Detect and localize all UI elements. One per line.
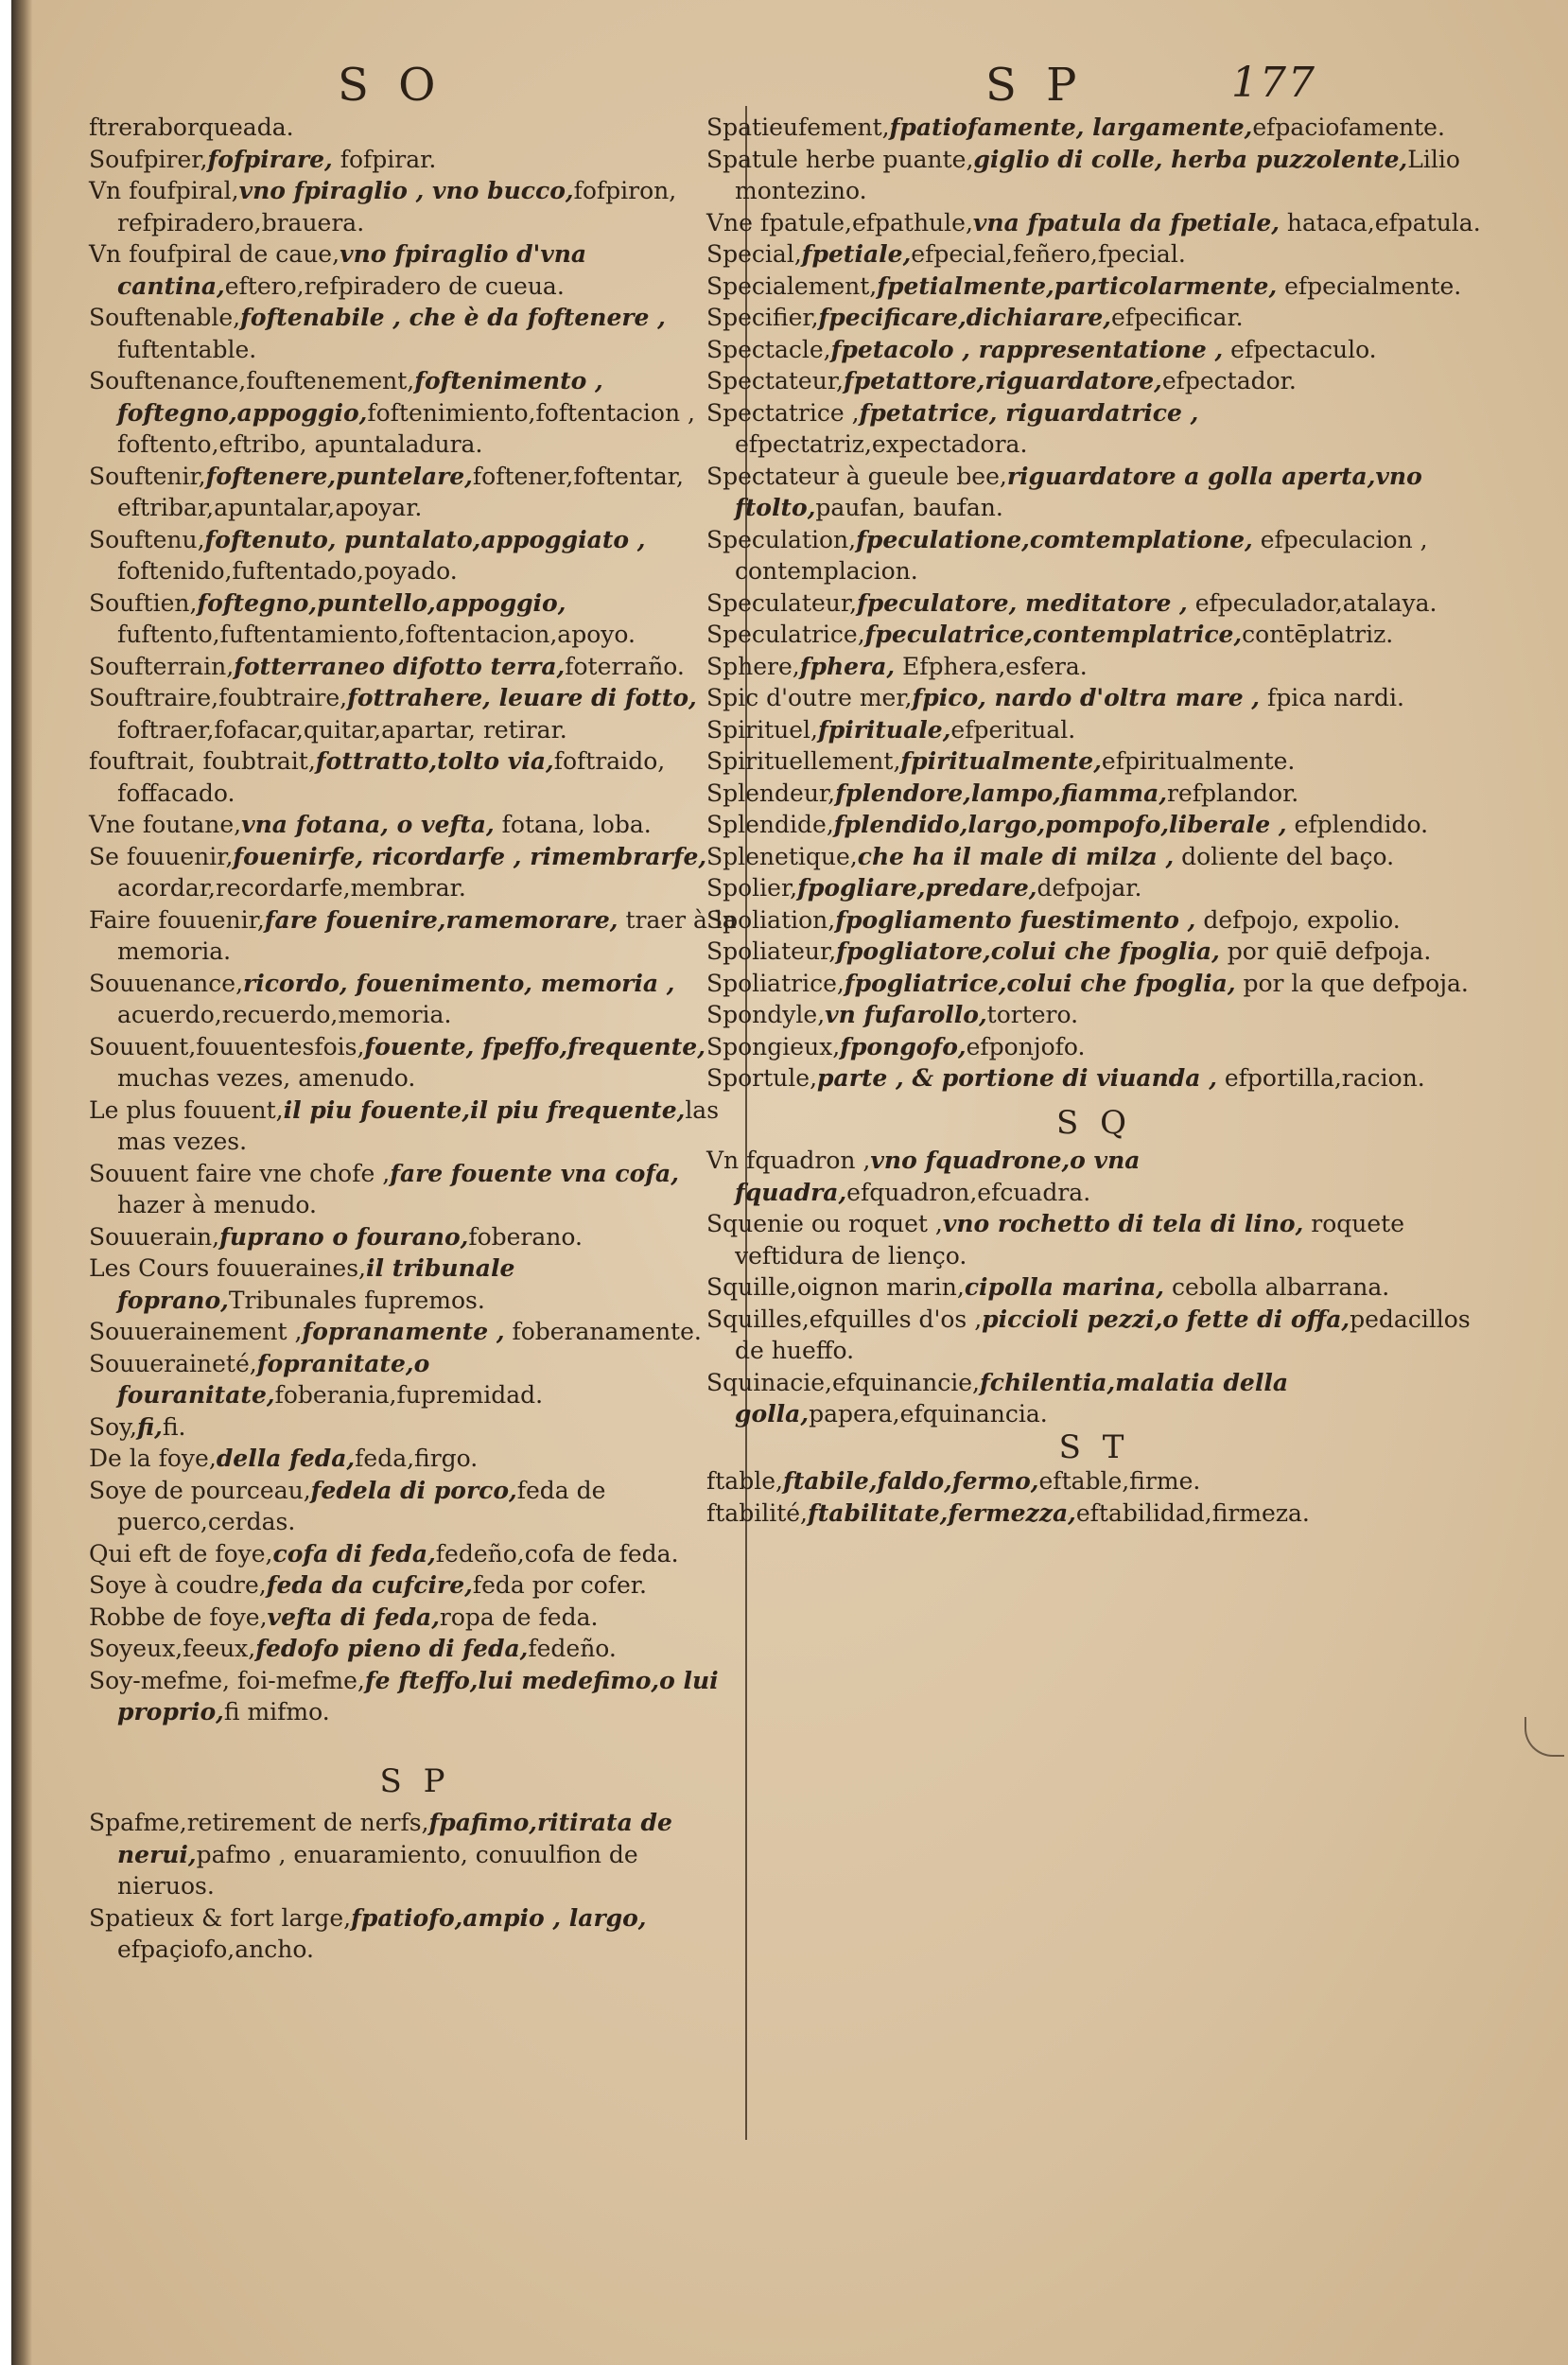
entry-italian: vno rochetto di tela di lino, [942, 1210, 1304, 1237]
entry-headword: Spectateur à gueule bee, [706, 462, 1007, 490]
right-entries [706, 112, 1482, 1095]
entry-headword: Soy, [89, 1412, 137, 1441]
entry-spanish: pafmo , enuaramiento, conuulfion de nieruos. [117, 1840, 638, 1900]
dictionary-entry [706, 587, 1482, 620]
entry-headword: Spafme,retirement de nerfs, [89, 1809, 429, 1836]
entry-headword: Qui eft de foye, [89, 1539, 273, 1568]
entry-headword: De la foye, [89, 1445, 217, 1472]
entry-headword: Splendeur, [706, 779, 836, 807]
entry-spanish: fotana, loba. [494, 811, 652, 838]
entry-spanish: paufan, baufan. [815, 494, 1003, 521]
dictionary-entry [89, 1807, 741, 1902]
dictionary-entry [706, 365, 1482, 397]
entry-headword: Le plus fouuent, [89, 1095, 284, 1124]
dictionary-entry [706, 1062, 1482, 1095]
entry-headword: Spatieufement, [706, 114, 890, 141]
entry-italian: fpeculatrice,contemplatrice, [864, 621, 1243, 648]
dictionary-entry [706, 999, 1482, 1031]
entry-spanish: efperitual. [950, 715, 1076, 744]
dictionary-entry [89, 682, 741, 745]
entry-italian: della feda, [216, 1445, 356, 1472]
dictionary-entry [706, 1145, 1482, 1208]
entry-headword: Spectatrice , [706, 398, 860, 427]
entry-spanish: hataca,efpatula. [1279, 208, 1481, 236]
entry-headword: Speculateur, [706, 588, 858, 617]
entry-italian: foftegno,puntello,appoggio, [197, 588, 566, 617]
entry-italian: fofpirare, [207, 145, 333, 173]
entry-spanish: efpaçiofo,ancho. [117, 1936, 314, 1963]
entry-italian: fare fouenire,ramemorare, [264, 905, 618, 934]
entry-italian: fchilentia,malatia della golla, [735, 1368, 1289, 1428]
dictionary-entry [706, 745, 1482, 778]
entry-spanish: fuftentable. [117, 335, 257, 363]
entry-spanish: eftero,refpiradero de cueua. [224, 272, 565, 300]
entry-headword: Souftenable, [89, 304, 241, 331]
entry-headword: Souuenance, [89, 969, 244, 997]
entry-headword: Soufterrain, [89, 652, 235, 680]
entry-spanish: defpojar. [1037, 874, 1142, 902]
entry-italian: il piu fouente,il piu frequente, [283, 1095, 686, 1124]
entry-spanish: foberanamente. [504, 1318, 702, 1345]
dictionary-entry [89, 809, 741, 841]
dictionary-entry [706, 1367, 1482, 1430]
entry-italian: parte , & portione di viuanda , [817, 1064, 1217, 1092]
entry-headword: Spic d'outre mer, [706, 684, 913, 711]
right-entries-sq [706, 1145, 1482, 1430]
entry-italian: cofa di feda, [272, 1539, 436, 1568]
entry-italian: vna fpatula da fpetiale, [972, 208, 1280, 236]
entry-headword: ftreraborqueada. [89, 114, 294, 141]
dictionary-entry [706, 1031, 1482, 1063]
entry-italian: fpogliatrice,colui che fpoglia, [844, 969, 1236, 997]
dictionary-entry [89, 841, 741, 904]
entry-italian: fedela di porco, [310, 1476, 517, 1504]
dictionary-entry [706, 809, 1482, 841]
entry-italian: vn fufarollo, [825, 1001, 987, 1028]
dictionary-entry [706, 1465, 1482, 1498]
entry-italian: ricordo, fouenimento, memoria , [243, 969, 675, 997]
left-column [89, 112, 741, 1966]
page-number: 177 [1231, 59, 1316, 107]
entry-spanish: Tribunales fupremos. [228, 1286, 485, 1314]
entry-headword: Sphere, [706, 652, 800, 680]
dictionary-entry [89, 1443, 741, 1475]
entry-spanish: acordar,recordarfe,membrar. [117, 874, 466, 902]
dictionary-entry [89, 1475, 741, 1538]
dictionary-entry [89, 1602, 741, 1634]
entry-headword: Squilles,efquilles d'os , [706, 1305, 983, 1333]
entry-spanish: pedacillos de hueffo. [735, 1305, 1471, 1364]
entry-italian: cipolla marina, [964, 1273, 1164, 1301]
running-head-left: S O [338, 59, 444, 112]
entry-italian: fottrahere, leuare di fotto, [347, 684, 697, 711]
book-page [11, 0, 1568, 2365]
entry-spanish: las mas vezes. [117, 1095, 720, 1155]
entry-spanish: feda de puerco,cerdas. [117, 1476, 606, 1535]
dictionary-entry [89, 112, 741, 144]
entry-spanish: foftener,foftentar, eftribar,apuntalar,apoyar. [117, 462, 684, 521]
entry-spanish: fofpiron, refpiradero,brauera. [117, 177, 677, 236]
entry-headword: Soye de pourceau, [89, 1476, 311, 1504]
entry-headword: Souuerainement , [89, 1318, 303, 1345]
dictionary-entry [89, 745, 741, 809]
entry-headword: Vn foufpiral, [89, 177, 239, 204]
entry-spanish: efpiritualmente. [1101, 747, 1296, 775]
entry-headword: ftable, [706, 1467, 783, 1495]
entry-headword: Souftien, [89, 588, 198, 617]
entry-italian: vno fpiraglio d'vna cantina, [117, 240, 587, 300]
entry-italian: fpogliare,predare, [797, 874, 1037, 902]
running-head-right: S P [985, 59, 1085, 112]
dictionary-entry [706, 112, 1482, 144]
dictionary-entry [706, 207, 1482, 239]
dictionary-entry [89, 1095, 741, 1158]
entry-headword: Squille,oignon marin, [706, 1273, 965, 1301]
entry-spanish: papera,efquinancia. [809, 1400, 1048, 1428]
entry-italian: vna fotana, o vefta, [241, 811, 495, 838]
dictionary-entry [89, 1253, 741, 1316]
entry-italian: fpeculatore, meditatore , [857, 588, 1188, 617]
dictionary-entry [89, 238, 741, 302]
entry-spanish: fofpirar. [332, 145, 437, 173]
entry-italian: fouente, fpeffo,frequente, [364, 1032, 706, 1060]
entry-spanish: fi. [162, 1412, 186, 1441]
entry-headword: Soufpirer, [89, 145, 208, 173]
entry-italian: fpetacolo , rappresentatione , [830, 335, 1224, 363]
entry-headword: Souueraineté, [89, 1349, 257, 1377]
entry-italian: fpatiofo,ampio , largo, [351, 1903, 647, 1932]
dictionary-entry [89, 1538, 741, 1570]
entry-italian: fpirituale, [817, 715, 951, 744]
entry-headword: Vn fquadron , [706, 1147, 871, 1174]
entry-italian: che ha il male di milza , [857, 842, 1175, 870]
dictionary-entry [89, 524, 741, 587]
entry-headword: Squinacie,efquinancie, [706, 1368, 980, 1396]
entry-spanish: fpica nardi. [1260, 684, 1404, 711]
entry-italian: fe fteffo,lui medefimo,o lui proprio, [117, 1666, 719, 1726]
entry-italian: foftenuto, puntalato,appoggiato , [204, 525, 646, 553]
entry-italian: ftabilitate,fermezza, [807, 1498, 1076, 1527]
entry-italian: fpetatrice, riguardatrice , [859, 398, 1199, 427]
entry-italian: fpogliamento fuestimento , [835, 905, 1196, 934]
entry-italian: fpetiale, [801, 240, 912, 268]
entry-headword: Spatule herbe puante, [706, 145, 974, 173]
entry-spanish: fi mifmo. [223, 1698, 330, 1726]
entry-headword: Squenie ou roquet , [706, 1210, 943, 1237]
entry-headword: Spectateur, [706, 367, 844, 394]
dictionary-entry [706, 778, 1482, 810]
entry-headword: Vne fpatule,efpathule, [706, 208, 973, 236]
entry-italian: fpeculatione,comtemplatione, [856, 525, 1253, 553]
entry-spanish: feda,firgo. [355, 1445, 479, 1472]
dictionary-entry [89, 144, 741, 176]
dictionary-entry [89, 968, 741, 1031]
dictionary-entry [706, 936, 1482, 968]
entry-spanish: foftenido,fuftentado,poyado. [117, 557, 458, 585]
entry-headword: Spoliateur, [706, 937, 837, 965]
entry-italian: fpongofo, [840, 1032, 967, 1060]
entry-spanish: efpecialmente. [1277, 272, 1462, 300]
entry-spanish: foftraido, foffacado. [117, 747, 666, 807]
entry-headword: Robbe de foye, [89, 1603, 268, 1631]
entry-spanish: muchas vezes, amenudo. [117, 1064, 416, 1092]
entry-headword: Splenetique, [706, 842, 858, 870]
dictionary-entry [706, 714, 1482, 746]
dictionary-entry [89, 365, 741, 461]
entry-italian: riguardatore a golla aperta,vno ftolto, [735, 462, 1422, 521]
entry-headword: Speculatrice, [706, 621, 865, 648]
entry-italian: piccioli pezzi,o fette di offa, [982, 1305, 1350, 1333]
entry-italian: fplendore,lampo,fiamma, [835, 779, 1168, 807]
entry-headword: Splendide, [706, 811, 834, 838]
dictionary-entry [706, 1271, 1482, 1304]
entry-spanish: fedeño. [528, 1635, 617, 1662]
entry-italian: fpecificare,dichiarare, [818, 304, 1112, 331]
entry-italian: fplendido,largo,pompofo,liberale , [833, 811, 1287, 838]
entry-italian: fphera, [799, 652, 896, 680]
entry-headword: Souftraire,foubtraire, [89, 684, 348, 711]
entry-spanish: efpeculador,atalaya. [1187, 588, 1437, 617]
entry-headword: Spirituellement, [706, 747, 901, 775]
dictionary-entry [706, 904, 1482, 937]
entry-headword: Vn foufpiral de caue, [89, 240, 340, 268]
section-heading-sp: S P [379, 1761, 451, 1800]
entry-spanish: fuftento,fuftentamiento,foftentacion,apoyo. [117, 621, 636, 648]
entry-italian: fpico, nardo d'oltra mare , [912, 684, 1261, 711]
entry-headword: Spoliatrice, [706, 969, 845, 997]
dictionary-entry [706, 682, 1482, 714]
entry-italian: vno fquadrone,o vna fquadra, [735, 1147, 1141, 1206]
entry-headword: Soye à coudre, [89, 1571, 267, 1599]
entry-italian: foftenere,puntelare, [205, 462, 473, 490]
dictionary-entry [89, 1316, 741, 1348]
dictionary-entry [706, 397, 1482, 461]
entry-spanish: ropa de feda. [439, 1603, 599, 1631]
entry-italian: fouenirfe, ricordarfe , rimembrarfe, [233, 842, 707, 870]
dictionary-entry [706, 1304, 1482, 1367]
entry-headword: Spolier, [706, 874, 798, 902]
entry-italian: feda da cufcire, [266, 1571, 473, 1599]
entry-headword: Soyeux,feeux, [89, 1635, 256, 1662]
entry-spanish: traer à la memoria. [117, 905, 737, 965]
dictionary-entry [89, 461, 741, 524]
entry-italian: foftenabile , che è da foftenere , [240, 304, 666, 331]
entry-spanish: efportilla,racion. [1216, 1064, 1425, 1092]
entry-headword: Specifier, [706, 304, 819, 331]
entry-italian: fopranitate,o fouranitate, [117, 1349, 430, 1409]
dictionary-entry [89, 302, 741, 365]
dictionary-entry [89, 1633, 741, 1665]
entry-headword: Souuerain, [89, 1222, 220, 1251]
dictionary-entry [706, 1208, 1482, 1271]
entry-headword: Soy-mefme, foi-mefme, [89, 1666, 365, 1694]
entry-italian: fpetialmente,particolarmente, [877, 272, 1278, 300]
left-entries [89, 112, 741, 1728]
dictionary-entry [89, 1569, 741, 1602]
entry-headword: ftabilité, [706, 1498, 808, 1527]
entry-spanish: hazer à menudo. [117, 1191, 317, 1218]
entry-headword: Special, [706, 240, 802, 268]
entry-spanish: efpecificar. [1111, 304, 1244, 331]
entry-italian: vefta di feda, [267, 1603, 440, 1631]
dictionary-entry [89, 651, 741, 683]
entry-italian: fpogliatore,colui che fpoglia, [836, 937, 1220, 965]
entry-headword: Spatieux & fort large, [89, 1903, 352, 1932]
entry-headword: Souuent,fouuentesfois, [89, 1032, 365, 1060]
dictionary-entry [89, 1221, 741, 1253]
entry-spanish: fedeño,cofa de feda. [435, 1539, 679, 1568]
entry-spanish: efplendido. [1286, 811, 1429, 838]
entry-italian: fedofo pieno di feda, [255, 1635, 529, 1662]
dictionary-entry [706, 651, 1482, 683]
dictionary-entry [706, 334, 1482, 366]
entry-italian: fare fouente vna cofa, [390, 1159, 679, 1187]
dictionary-entry [706, 144, 1482, 207]
entry-headword: Sportule, [706, 1064, 818, 1092]
dictionary-entry [706, 968, 1482, 1000]
dictionary-entry [89, 587, 741, 651]
entry-spanish: foftraer,fofacar,quitar,apartar, retirar. [117, 715, 567, 744]
dictionary-entry [706, 841, 1482, 873]
dictionary-entry [706, 302, 1482, 334]
entry-spanish: eftabilidad,firmeza. [1075, 1498, 1310, 1527]
entry-spanish: doliente del baço. [1174, 842, 1395, 870]
entry-spanish: defpojo, expolio. [1195, 905, 1401, 934]
entry-spanish: efpecial,feñero,fpecial. [911, 240, 1186, 268]
entry-italian: fi, [136, 1412, 163, 1441]
right-column [706, 112, 1482, 1529]
entry-headword: Faire fouuenir, [89, 905, 265, 934]
dictionary-entry [706, 461, 1482, 524]
dictionary-entry [89, 904, 741, 968]
entry-italian: ftabile,faldo,fermo, [782, 1467, 1039, 1495]
dictionary-entry [89, 1902, 741, 1966]
entry-spanish: contēplatriz. [1242, 621, 1394, 648]
page-gutter [11, 0, 32, 2365]
entry-headword: Souftenu, [89, 525, 205, 553]
dictionary-entry [706, 238, 1482, 271]
entry-spanish: efpectaculo. [1223, 335, 1377, 363]
entry-italian: fotterraneo difotto terra, [234, 652, 566, 680]
margin-mark [1524, 1717, 1564, 1757]
entry-spanish: efquadron,efcuadra. [846, 1178, 1091, 1206]
entry-headword: Spondyle, [706, 1001, 826, 1028]
entry-spanish: foberania,fupremidad. [274, 1381, 544, 1409]
entry-headword: Se fouuenir, [89, 842, 234, 870]
dictionary-entry [89, 1031, 741, 1095]
entry-italian: fpatiofamente, largamente, [889, 114, 1253, 141]
entry-spanish: efponjofo. [966, 1032, 1086, 1060]
entry-spanish: por la que defpoja. [1235, 969, 1469, 997]
dictionary-entry [706, 271, 1482, 303]
entry-spanish: acuerdo,recuerdo,memoria. [117, 1001, 452, 1028]
entry-headword: Specialement, [706, 272, 878, 300]
entry-spanish: efpectatriz,expectadora. [735, 430, 1028, 458]
entry-italian: fpafimo,ritirata de nerui, [117, 1809, 672, 1868]
entry-spanish: refplandor. [1167, 779, 1299, 807]
entry-italian: giglio di colle, herba puzzolente, [973, 145, 1408, 173]
entry-spanish: foftenimiento,foftentacion , foftento,eftribo, apuntaladura. [117, 398, 695, 458]
entry-headword: Souftenir, [89, 462, 206, 490]
entry-spanish: efpaciofamente. [1252, 114, 1445, 141]
entry-headword: fouftrait, foubtrait, [89, 747, 316, 775]
entry-headword: Speculation, [706, 525, 857, 553]
entry-italian: fpiritualmente, [900, 747, 1102, 775]
entry-italian: fottratto,tolto via, [315, 747, 554, 775]
dictionary-entry [706, 524, 1482, 587]
dictionary-entry [89, 1411, 741, 1444]
entry-spanish: Lilio montezino. [735, 145, 1460, 204]
entry-spanish: por quiē defpoja. [1219, 937, 1432, 965]
entry-spanish: efpectador. [1161, 367, 1297, 394]
entry-spanish: tortero. [986, 1001, 1079, 1028]
entry-italian: fuprano o fourano, [219, 1222, 469, 1251]
section-heading-sq: S Q [1056, 1103, 1132, 1142]
entry-headword: Souuent faire vne chofe , [89, 1159, 391, 1187]
left-entries-sp [89, 1807, 741, 1966]
section-heading-st: S T [1058, 1428, 1130, 1466]
entry-headword: Spectacle, [706, 335, 831, 363]
entry-headword: Souftenance,fouftenement, [89, 367, 415, 394]
entry-headword: Les Cours fouueraines, [89, 1254, 367, 1282]
entry-spanish: eftable,firme. [1038, 1467, 1201, 1495]
entry-italian: fopranamente , [302, 1318, 505, 1345]
dictionary-entry [706, 1498, 1482, 1530]
entry-spanish: roquete veftidura de lienço. [735, 1210, 1404, 1270]
dictionary-entry [706, 619, 1482, 651]
entry-headword: Spirituel, [706, 715, 818, 744]
entry-italian: foftenimento , foftegno,appoggio, [117, 367, 603, 427]
entry-headword: Spongieux, [706, 1032, 841, 1060]
entry-spanish: cebolla albarrana. [1164, 1273, 1390, 1301]
entry-spanish: Efphera,esfera. [895, 652, 1088, 680]
entry-spanish: efpeculacion , contemplacion. [735, 525, 1428, 585]
entry-headword: Vne foutane, [89, 811, 242, 838]
dictionary-entry [89, 1665, 741, 1728]
entry-spanish: foterraño. [565, 652, 685, 680]
dictionary-entry [706, 872, 1482, 904]
entry-italian: vno fpiraglio , vno bucco, [238, 177, 574, 204]
entry-spanish: feda por cofer. [472, 1571, 647, 1599]
dictionary-entry [89, 1158, 741, 1221]
entry-spanish: foberano. [468, 1222, 583, 1251]
dictionary-entry [89, 175, 741, 238]
entry-headword: Spoliation, [706, 905, 836, 934]
entry-italian: il tribunale foprano, [117, 1254, 515, 1314]
dictionary-entry [89, 1348, 741, 1411]
entry-italian: fpetattore,riguardatore, [843, 367, 1162, 394]
right-entries-st [706, 1465, 1482, 1529]
